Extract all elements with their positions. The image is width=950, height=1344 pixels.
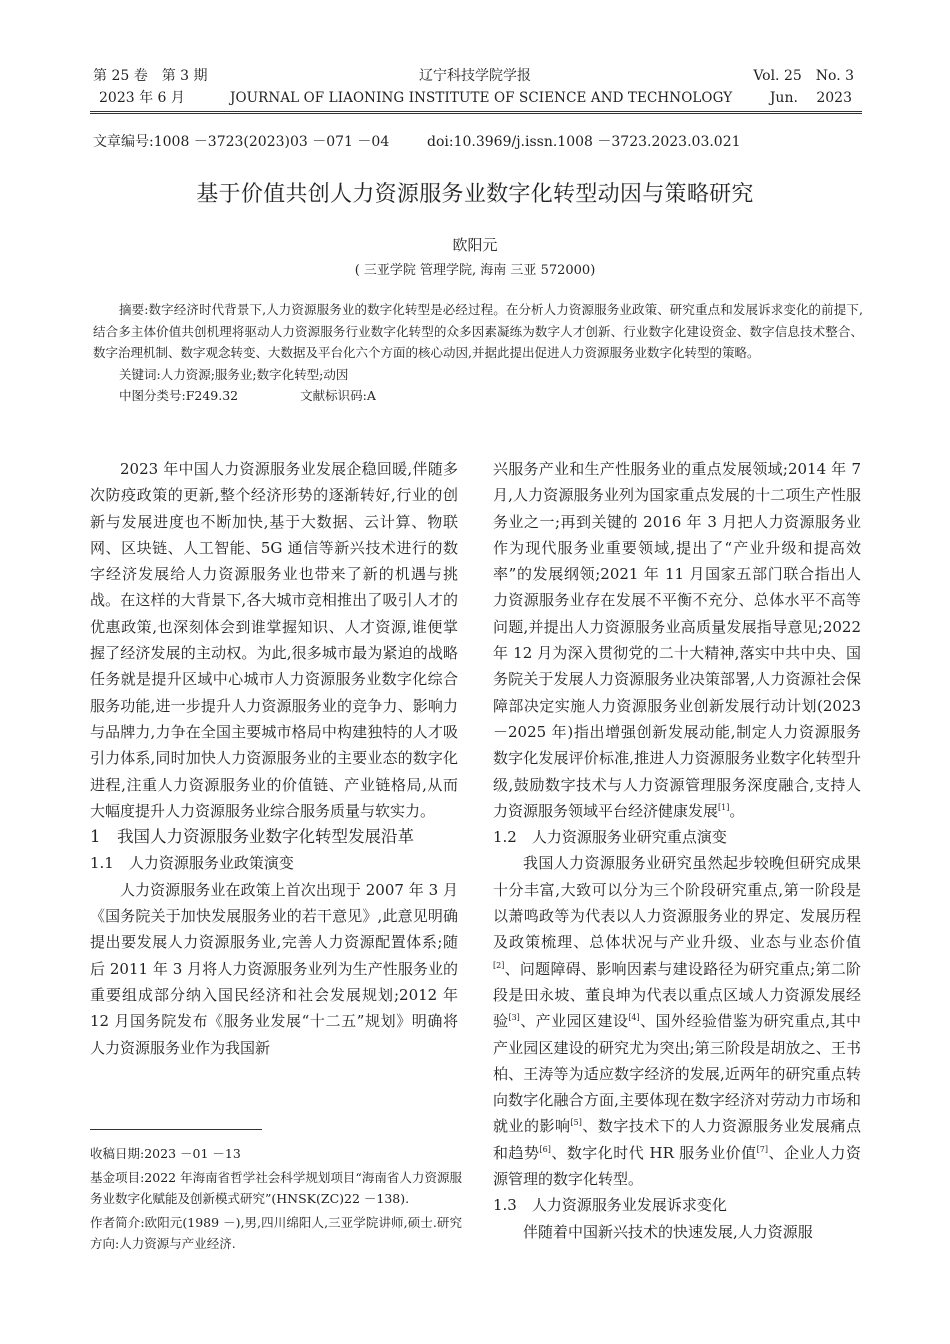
footnote-fund: 基金项目:2022 年海南省哲学社会科学规划项目“海南省人力资源服务业数字化赋能及创新模式研究”(HNSK(ZC)22 －138). <box>90 1170 462 1206</box>
body-left-column <box>90 456 458 1061</box>
citation-5[interactable]: [5] <box>570 1118 582 1128</box>
section-1-2-heading: 1.2 人力资源服务业研究重点演变 <box>493 828 727 847</box>
s12-text-a: 我国人力资源服务业研究虽然起步较晚但研究成果十分丰富,大致可以分为三个阶段研究重点,第一阶段是以萧鸣政等为代表以人力资源服务业的界定、发展历程及政策梳理、总体状况与产业升级、业态与业态价值 <box>493 854 861 952</box>
citation-3[interactable]: [3] <box>508 1013 520 1023</box>
article-number: 文章编号:1008 －3723(2023)03 －071 －04 <box>93 134 390 150</box>
keywords: 关键词:人力资源;服务业;数字化转型;动因 <box>119 366 349 382</box>
abstract-block <box>93 299 863 407</box>
paper-title: 基于价值共创人力资源服务业数字化转型动因与策略研究 <box>196 182 754 207</box>
author-affiliation: ( 三亚学院 管理学院, 海南 三亚 572000) <box>354 263 596 278</box>
citation-1[interactable]: [1] <box>718 802 730 812</box>
footnote-rule <box>90 1129 262 1130</box>
header-rule-top <box>90 111 862 112</box>
header-journal-cn: 辽宁科技学院学报 <box>419 68 531 84</box>
document-code: 文献标识码:A <box>300 388 376 403</box>
body-right-column <box>493 456 861 1245</box>
section-1-heading: 1 我国人力资源服务业数字化转型发展沿革 <box>90 827 414 847</box>
header-journal-en: JOURNAL OF LIAONING INSTITUTE OF SCIENCE AND TECHNOLOGY <box>230 90 733 106</box>
s12-text-d: 、国外经验借鉴为研究重点,其中产业园区建设的研究尤为突出;第三阶段是胡放之、王书柏、王涛等为适应数字经济的发展,近两年的研究重点转向数字化融合方面,主要体现在数字经济对劳动力市场和就业的影响 <box>493 1012 861 1136</box>
s12-text-b: 、问题障碍、影响因素与建设路径为研究重点;第二阶段是田永坡、董良坤为代表以重点区域人力资源发展经验 <box>493 959 861 1031</box>
section-1-3-paragraph: 伴随着中国新兴技术的快速发展,人力资源服 <box>523 1222 813 1241</box>
intro-paragraph: 2023 年中国人力资源服务业发展企稳回暖,伴随多次防疫政策的更新,整个经济形势的逐渐转好,行业的创新与发展进度也不断加快,基于大数据、云计算、物联网、区块链、人工智能、5G 通信等新兴技术进行的数字经济发展给人力资源服务业也带来了新的机遇与挑战。在这样的大背景下,各大城市竞相推出了吸引人才的优惠政策,也深刻体会到谁掌握知识、人才资源,谁便掌握了经济发展的主动权。为此,很多城市最为紧迫的战略任务就是提升区域中心城市人力资源服务业数字化综合服务功能,进一步提升人力资源服务业的竞争力、影响力与品牌力,力争在全国主要城市格局中构建独特的人才吸引力体系,同时加快人力资源服务业的主要业态的数字化进程,注重人力资源服务业的价值链、产业链格局,从而大幅度提升人力资源服务业综合服务质量与软实力。 <box>90 460 458 820</box>
header-volume-issue: 第 25 卷 第 3 期 <box>93 68 208 84</box>
policy-text-end: 。 <box>729 801 745 820</box>
s12-text-f: 、数字化时代 HR 服务业价值 <box>550 1143 757 1162</box>
s12-text-e: 、数字技术下的人力资源服务业发展痛点和趋势 <box>493 1117 861 1162</box>
policy-text: 兴服务产业和生产性服务业的重点发展领域;2014 年 7 月,人力资源服务业列为国家重点发展的十二项生产性服务业之一;再到关键的 2016 年 3 月把人力资源服务业作为现代服务业重要领域,提出了“产业升级和提高效率”的发展纲领;2021 年 11 月国家五部门联合指出人力资源服务业存在发展不平衡不充分、总体水平不高等问题,并提出人力资源服务业高质量发展指导意见;2022 年 12 月为深入贯彻党的二十大精神,落实中共中央、国务院关于发展人力资源服务业决策部署,人力资源社会保障部决定实施人力资源服务业创新发展行动计划(2023 －2025 年)指出增强创新发展动能,制定人力资源服务数字化发展评价标准,推进人力资源服务业数字化转型升级,鼓励数字技术与人力资源管理服务深度融合,支持人力资源服务领域平台经济健康发展 <box>493 460 861 820</box>
citation-6[interactable]: [6] <box>539 1144 551 1154</box>
section-1-3-heading: 1.3 人力资源服务业发展诉求变化 <box>493 1196 727 1215</box>
author-name: 欧阳元 <box>452 236 498 254</box>
clc-number: 中图分类号:F249.32 <box>119 388 239 403</box>
classification-row <box>93 385 863 407</box>
section-1-2-paragraph <box>493 850 861 1192</box>
s12-text-g: 、企业人力资源管理的数字化转型。 <box>493 1143 861 1189</box>
policy-continuation-paragraph <box>493 456 861 824</box>
doi: doi:10.3969/j.issn.1008 －3723.2023.03.021 <box>427 134 741 150</box>
abstract: 摘要:数字经济时代背景下,人力资源服务业的数字化转型是必经过程。在分析人力资源服务业政策、研究重点和发展诉求变化的前提下,结合多主体价值共创机理将驱动人力资源服务行业数字化转型的众多因素凝练为数字人才创新、行业数字化建设资金、数字信息技术整合、数字治理机制、数字观念转变、大数据及平台化六个方面的核心动因,并据此提出促进人力资源服务业数字化转型的策略。 <box>93 302 863 360</box>
header-month-year: Jun. 2023 <box>769 90 852 106</box>
section-1-1-paragraph: 人力资源服务业在政策上首次出现于 2007 年 3 月《国务院关于加快发展服务业的若干意见》,此意见明确提出要发展人力资源服务业,完善人力资源配置体系;随后 2011 年 3 月将人力资源服务业列为生产性服务业的重要组成部分纳入国民经济和社会发展规划;2012 年 12 月国务院发布《服务业发展“十二五”规划》明确将人力资源服务业作为我国新 <box>90 880 458 1057</box>
footnote-author-bio: 作者简介:欧阳元(1989 －),男,四川绵阳人,三亚学院讲师,硕士.研究方向:人力资源与产业经济. <box>90 1215 462 1251</box>
footnote-received: 收稿日期:2023 －01 －13 <box>90 1146 241 1161</box>
header-date: 2023 年 6 月 <box>99 90 185 106</box>
footnotes <box>90 1143 462 1257</box>
citation-7[interactable]: [7] <box>756 1144 768 1154</box>
header-vol-no: Vol. 25 No. 3 <box>753 68 854 84</box>
header-rule-bottom <box>90 113 862 114</box>
section-1-1-heading: 1.1 人力资源服务业政策演变 <box>90 854 294 873</box>
s12-text-c: 、产业园区建设 <box>519 1012 629 1031</box>
citation-2[interactable]: [2] <box>493 960 505 970</box>
citation-4[interactable]: [4] <box>628 1013 640 1023</box>
